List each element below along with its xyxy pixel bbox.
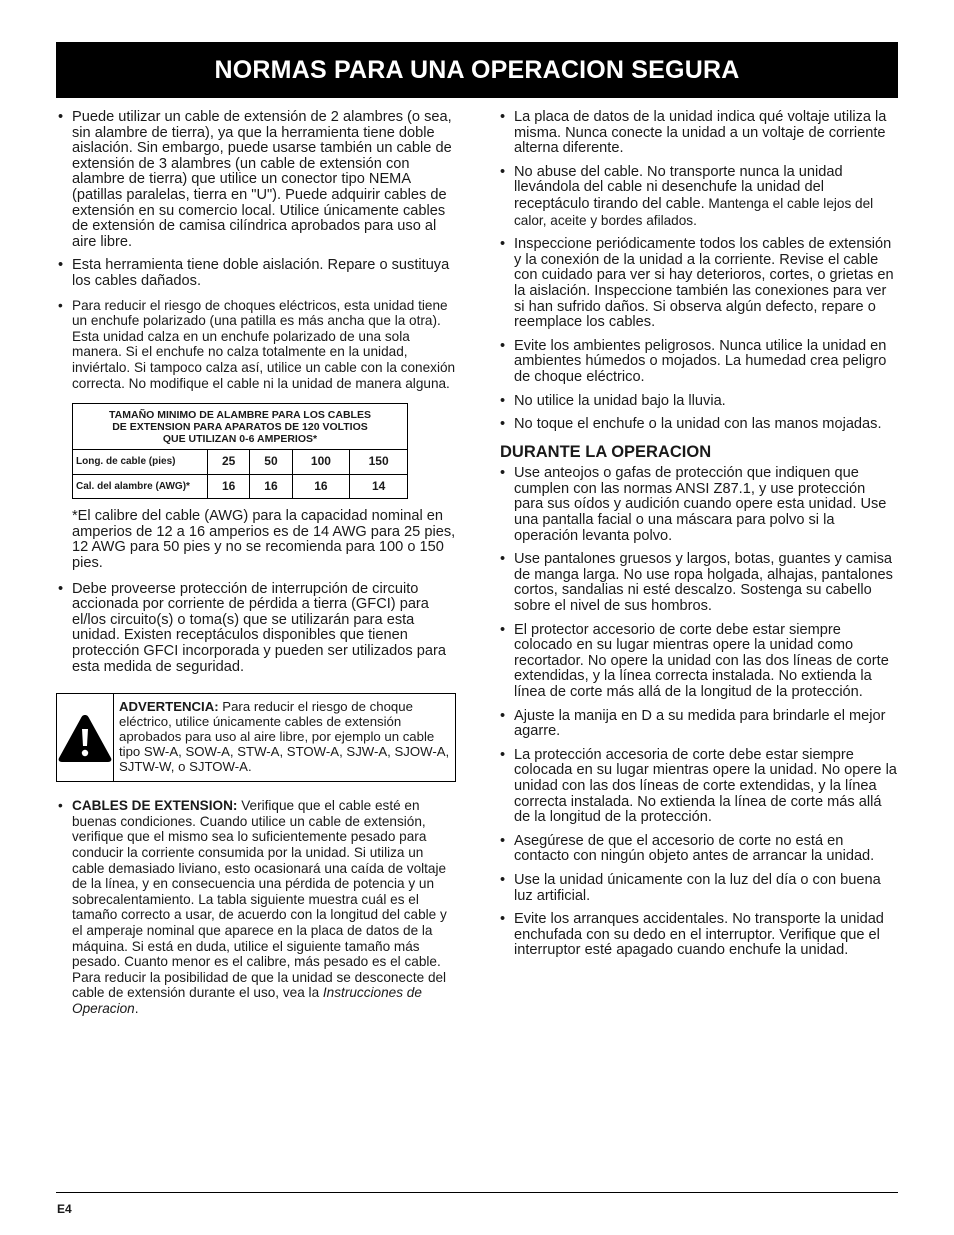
page-title: NORMAS PARA UNA OPERACION SEGURA	[214, 55, 740, 84]
table-heading-line: QUE UTILIZAN 0-6 AMPERIOS*	[162, 433, 318, 446]
table-cell: 150	[350, 450, 408, 475]
list-item: • Ajuste la manija en D a su medida para brindarle el mejor agarre.	[498, 709, 898, 740]
list-item: • Esta herramienta tiene doble aislación. Repare o sustituya los cables dañados.	[56, 258, 456, 289]
list-item: • Use la unidad únicamente con la luz del día o con buena luz artificial.	[498, 873, 898, 904]
right-bullet-list-b	[498, 466, 898, 959]
warning-box	[56, 693, 456, 782]
cables-reference: Instrucciones de Operacion	[72, 985, 422, 1016]
table-cell: 100	[292, 450, 350, 475]
page-number: E4	[57, 1202, 72, 1216]
table-cell: 16	[250, 474, 292, 499]
list-item: • Puede utilizar un cable de extensión de 2 alambres (o sea, sin alambre de tierra), ya que la herramienta tiene doble aislación. Sin embargo, puede usarse también un cable de extensión de 3 alambres (un cable de extensión con alambre de tierra) que utilice un conector tipo NEMA (patillas paralelas, tierra en "U"). Puede adquirir cables de extensión en su comercio local. Utilice únicamente cables de extensión de camisa cilíndrica aprobados para uso al aire libre.	[56, 110, 456, 250]
table-cell: 50	[250, 450, 292, 475]
row-label: Cal. del alambre (AWG)*	[73, 474, 208, 499]
table-cell: 25	[208, 450, 250, 475]
cables-label: CABLES DE EXTENSION:	[72, 798, 238, 814]
table-heading-line: DE EXTENSION PARA APARATOS DE 120 VOLTIOS	[112, 421, 368, 434]
list-item: • No utilice la unidad bajo la lluvia.	[498, 394, 898, 410]
row-label: Long. de cable (pies)	[73, 450, 208, 475]
warning-icon-cell	[57, 694, 114, 781]
left-column	[56, 110, 456, 1025]
section-title: DURANTE LA OPERACION	[500, 442, 712, 461]
right-column	[498, 110, 898, 967]
left-bullet-list-a	[56, 110, 456, 391]
list-item: • La protección accesoria de corte debe estar siempre colocada en su lugar mientras opere la unidad. No opere la unidad con las dos líneas de corte extendidas, y la línea correcta instalada. No extienda la línea de corte más allá de la longitud de la protección.	[498, 748, 898, 826]
list-item: • Use anteojos o gafas de protección que indiquen que cumplen con las normas ANSI Z87.1, y use protección para sus oídos y audición cuando opere esta unidad. Use una pantalla facial o una máscara para polvo si la operación levanta polvo.	[498, 466, 898, 544]
list-item: • Use pantalones gruesos y largos, botas, guantes y camisa de manga larga. No use ropa holgada, alhajas, pantalones cortos, sandalias ni esté descalzo. Sostenga su cabello sobre el nivel de sus hombros.	[498, 552, 898, 614]
table-row	[73, 474, 408, 499]
right-bullet-list-a	[498, 110, 898, 433]
list-item: • Inspeccione periódicamente todos los cables de extensión y la conexión de la unidad a la corriente. Revise el cable con cuidado para ver si hay deterioros, cortes, o grietas en la aislación. Inspeccione también las conexiones para ver si han sufrido daños. Si observa algún defecto, repare o reemplace los cables.	[498, 237, 898, 331]
warning-triangle-icon	[57, 712, 113, 764]
footer-divider	[56, 1192, 898, 1193]
table-cell: 16	[292, 474, 350, 499]
warning-label: ADVERTENCIA:	[119, 699, 219, 715]
list-item: • Asegúrese de que el accesorio de corte no está en contacto con ningún objeto antes de arrancar la unidad.	[498, 834, 898, 865]
cables-text: Verifique que el cable esté en buenas condiciones. Cuando utilice un cable de extensión, verifique que el mismo sea lo suficientemente pesado para conducir la corriente consumida por la unidad. Si utiliza un cable demasiado liviano, esto ocasionará una caída de voltaje de la línea, y en consecuencia una pérdida de potencia y un sobrecalentamiento. La tabla siguiente muestra cuál es el tamaño correcto a usar, de acuerdo con la longitud del cable y el amperaje nominal que aparece en la placa de datos de la máquina. Si está en duda, utilice el siguiente tamaño más pesado. Cuanto menor es el calibre, más pesado es el cable. Para reducir la posibilidad de que la unidad se desconecte del cable de extensión durante el uso, vea la	[72, 798, 447, 1001]
left-bullet-list-c	[56, 798, 456, 1016]
warning-text	[114, 694, 455, 781]
left-bullet-list-b	[56, 582, 456, 676]
list-item: • Debe proveerse protección de interrupción de circuito accionada por corriente de pérdida a tierra (GFCI) para el/los circuito(s) o toma(s) que se utilizarán para esta unidad. Existen receptáculos disponibles que tienen protección GFCI incorporada y pueden ser utilizados para esta medida de seguridad.	[56, 582, 456, 676]
table-footnote: *El calibre del cable (AWG) para la capacidad nominal en amperios de 12 a 16 amperios es de 14 AWG para 25 pies, 12 AWG para 50 pies y no se recomienda para 100 o 150 pies.	[72, 508, 456, 572]
list-item: • Evite los arranques accidentales. No transporte la unidad enchufada con su dedo en el interruptor. Verifique que el interruptor esté apagado cuando enchufe la unidad.	[498, 912, 898, 959]
cable-abuse-small-text: Mantenga el cable lejos del calor, aceite y bordes afilados.	[514, 195, 874, 228]
list-item	[498, 165, 898, 229]
table-row	[73, 450, 408, 475]
table-heading-line: TAMAÑO MINIMO DE ALAMBRE PARA LOS CABLES	[109, 409, 371, 422]
list-item: • La placa de datos de la unidad indica qué voltaje utiliza la misma. Nunca conecte la unidad a un voltaje de corriente alterna diferente.	[498, 110, 898, 157]
list-item	[56, 798, 456, 1016]
table-cell: 14	[350, 474, 408, 499]
wire-size-table	[72, 403, 408, 499]
list-item: • El protector accesorio de corte debe estar siempre colocado en su lugar mientras opere la unidad como recortador. No opere la unidad con las dos líneas de corte extendidas, y la línea correcta instalada. No extienda la línea de corte más allá de la longitud de la protección.	[498, 623, 898, 701]
table-cell: 16	[208, 474, 250, 499]
cables-end: .	[134, 1000, 139, 1016]
table-heading	[73, 404, 408, 450]
list-item: • Evite los ambientes peligrosos. Nunca utilice la unidad en ambientes húmedos o mojados. La humedad crea peligro de choque eléctrico.	[498, 339, 898, 386]
cable-abuse-text: No abuse del cable. No transporte nunca la unidad llevándola del cable ni desenchufe la unidad del receptáculo tirando del cable.	[514, 163, 843, 212]
warning-body: Para reducir el riesgo de choque eléctrico, utilice únicamente cables de extensión aprobados para uso al aire libre, por ejemplo un cable tipo SW-A, SOW-A, STW-A, STOW-A, SJW-A, SJOW-A, SJTW-W, o SJTOW-A.	[119, 699, 450, 775]
list-item: • Para reducir el riesgo de choques eléctricos, esta unidad tiene un enchufe polarizado (una patilla es más ancha que la otra). Esta unidad calza en un enchufe polarizado de una sola manera. Si el enchufe no calza totalmente en la unidad, inviértalo. Si tampoco calza así, utilice un cable con la conexión correcta. No modifique el cable ni la unidad de manera alguna.	[56, 298, 456, 392]
list-item: • No toque el enchufe o la unidad con las manos mojadas.	[498, 417, 898, 433]
page-title-banner	[56, 42, 898, 98]
